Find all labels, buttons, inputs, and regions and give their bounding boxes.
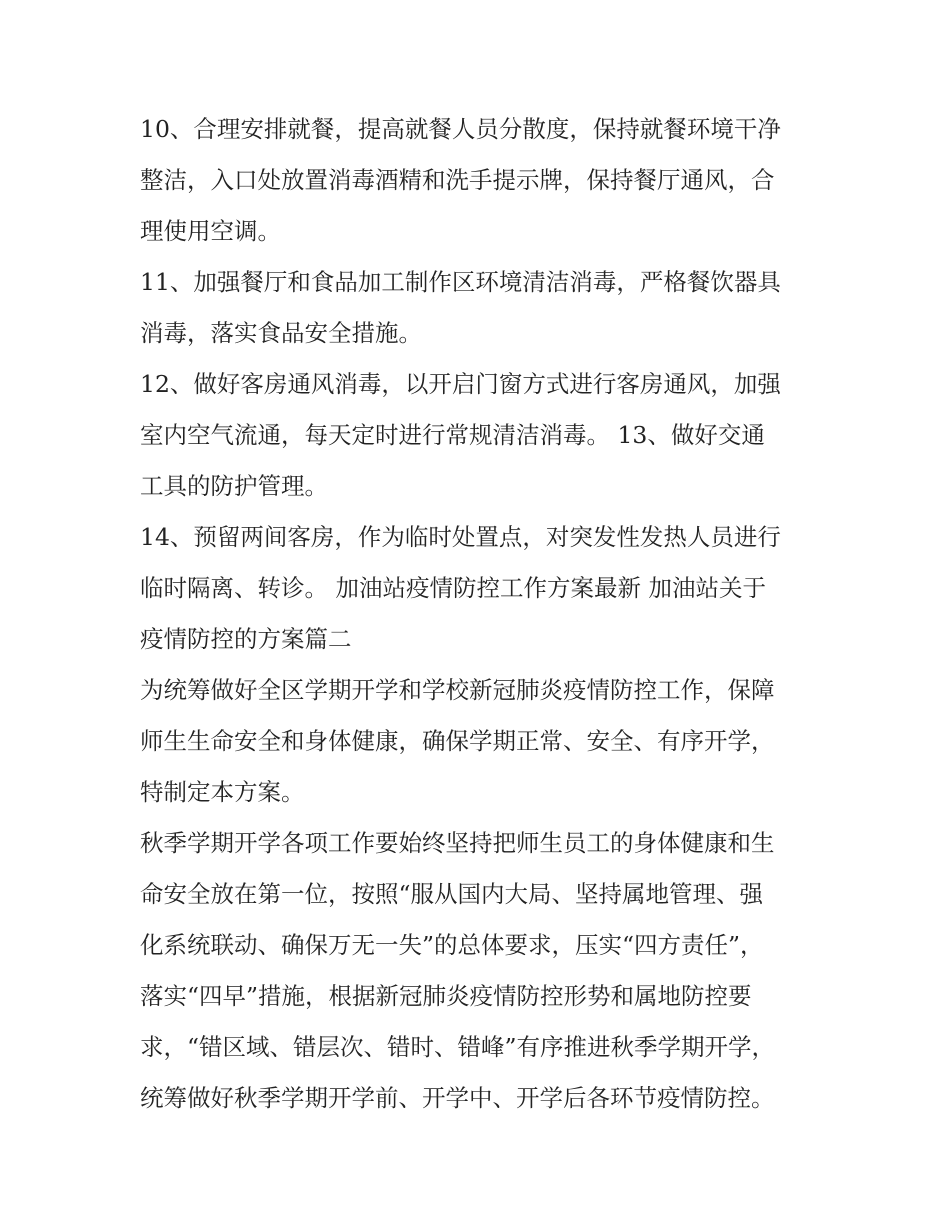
text-line: 10、合理安排就餐，提高就餐人员分散度，保持就餐环境干净 — [140, 115, 781, 143]
text-line: 落实“四早”措施，根据新冠肺炎疫情防控形势和属地防控要 — [140, 982, 752, 1010]
text-line: 化系统联动、确保万无一失”的总体要求，压实“四方责任”， — [140, 931, 764, 959]
text-line: 统筹做好秋季学期开学前、开学中、开学后各环节疫情防控。 — [140, 1084, 775, 1112]
text-line: 命安全放在第一位，按照“服从国内大局、坚持属地管理、强 — [140, 880, 764, 908]
text-line: 为统筹做好全区学期开学和学校新冠肺炎疫情防控工作，保障 — [140, 676, 775, 704]
text-line: 14、预留两间客房，作为临时处置点，对突发性发热人员进行 — [140, 523, 781, 551]
text-line: 理使用空调。 — [140, 217, 281, 245]
text-line: 12、做好客房通风消毒，以开启门窗方式进行客房通风，加强 — [140, 370, 781, 398]
text-line: 工具的防护管理。 — [140, 472, 328, 500]
text-line: 室内空气流通，每天定时进行常规清洁消毒。 13、做好交通 — [140, 421, 765, 449]
text-line: 11、加强餐厅和食品加工制作区环境清洁消毒，严格餐饮器具 — [140, 268, 781, 296]
document-body — [140, 104, 820, 1124]
text-line: 师生生命安全和身体健康，确保学期正常、安全、有序开学， — [140, 727, 775, 755]
text-line: 整洁，入口处放置消毒酒精和洗手提示牌，保持餐厅通风，合 — [140, 166, 775, 194]
text-line: 消毒，落实食品安全措施。 — [140, 319, 422, 347]
text-line: 特制定本方案。 — [140, 778, 305, 806]
text-line: 秋季学期开学各项工作要始终坚持把师生员工的身体健康和生 — [140, 829, 775, 857]
text-line: 求，“错区域、错层次、错时、错峰”有序推进秋季学期开学， — [140, 1033, 776, 1061]
text-line: 临时隔离、转诊。 加油站疫情防控工作方案最新 加油站关于 — [140, 574, 766, 602]
text-line: 疫情防控的方案篇二 — [140, 625, 352, 653]
